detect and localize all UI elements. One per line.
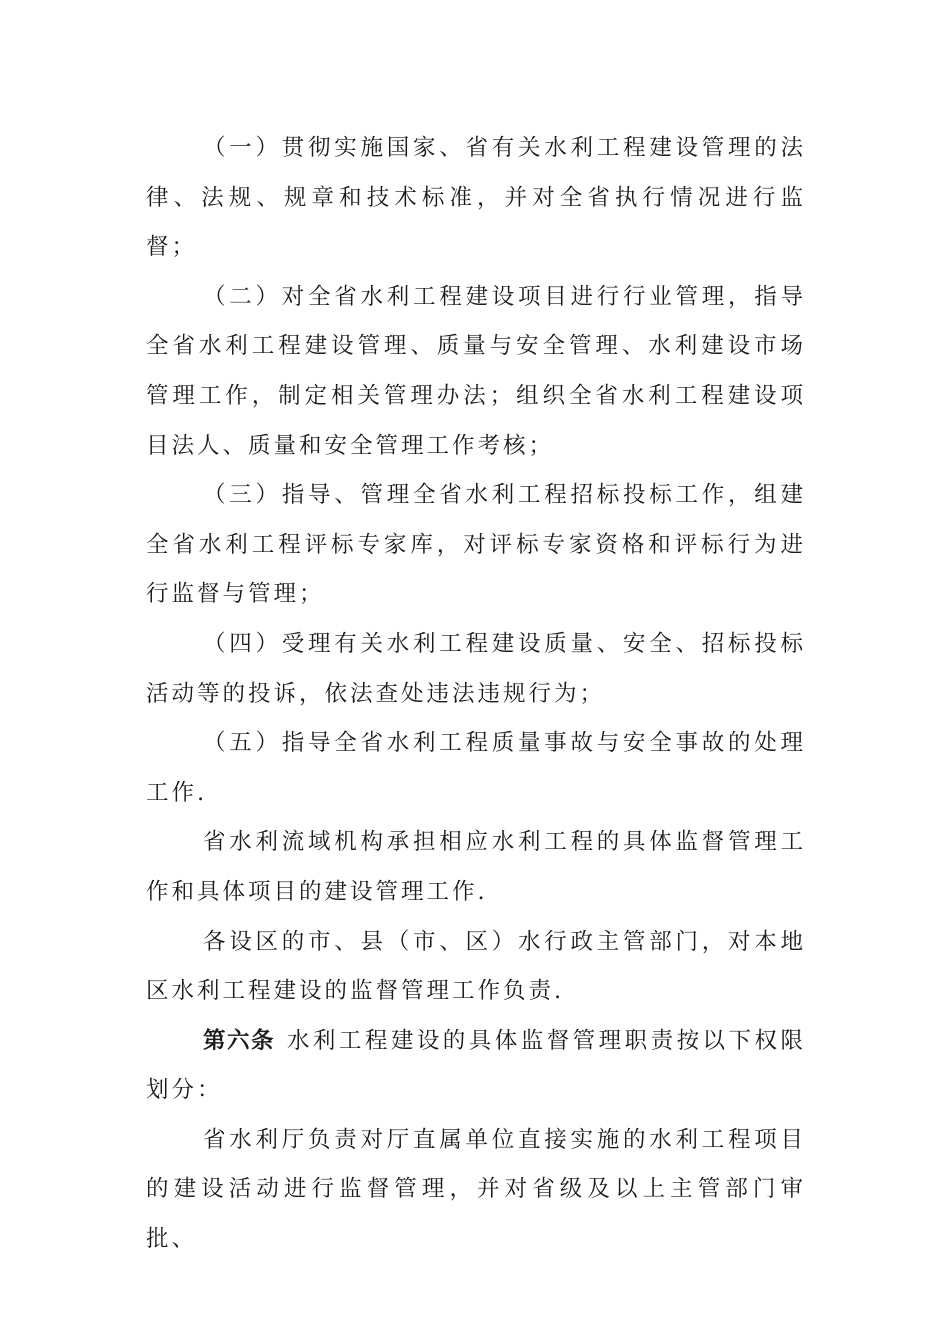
paragraph-duty-4: （四）受理有关水利工程建设质量、安全、招标投标活动等的投诉，依法查处违法违规行为； xyxy=(146,630,806,707)
paragraph-duty-2: （二）对全省水利工程建设项目进行行业管理，指导全省水利工程建设管理、质量与安全管理、水利建设市场管理工作，制定相关管理办法；组织全省水利工程建设项目法人、质量和安全管理工作考核； xyxy=(146,283,806,459)
paragraph-basin-agency: 省水利流域机构承担相应水利工程的具体监督管理工作和具体项目的建设管理工作. xyxy=(146,829,806,905)
document-page xyxy=(146,124,806,1265)
article-six xyxy=(146,1017,806,1116)
paragraph-local-departments: 各设区的市、县（市、区）水行政主管部门，对本地区水利工程建设的监督管理工作负责. xyxy=(146,928,806,1005)
paragraph-duty-1: （一）贯彻实施国家、省有关水利工程建设管理的法律、法规、规章和技术标准，并对全省执行情况进行监督； xyxy=(146,135,806,261)
paragraph-duty-5: （五）指导全省水利工程质量事故与安全事故的处理工作. xyxy=(146,730,806,806)
article-title: 第六条 xyxy=(203,1027,275,1054)
paragraph-provincial-department: 省水利厅负责对厅直属单位直接实施的水利工程项目的建设活动进行监督管理，并对省级及以上主管部门审批、 xyxy=(146,1126,806,1253)
paragraph-duty-3: （三）指导、管理全省水利工程招标投标工作，组建全省水利工程评标专家库，对评标专家资格和评标行为进行监督与管理； xyxy=(146,482,806,608)
article-text: 水利工程建设的具体监督管理职责按以下权限划分： xyxy=(146,1027,806,1104)
